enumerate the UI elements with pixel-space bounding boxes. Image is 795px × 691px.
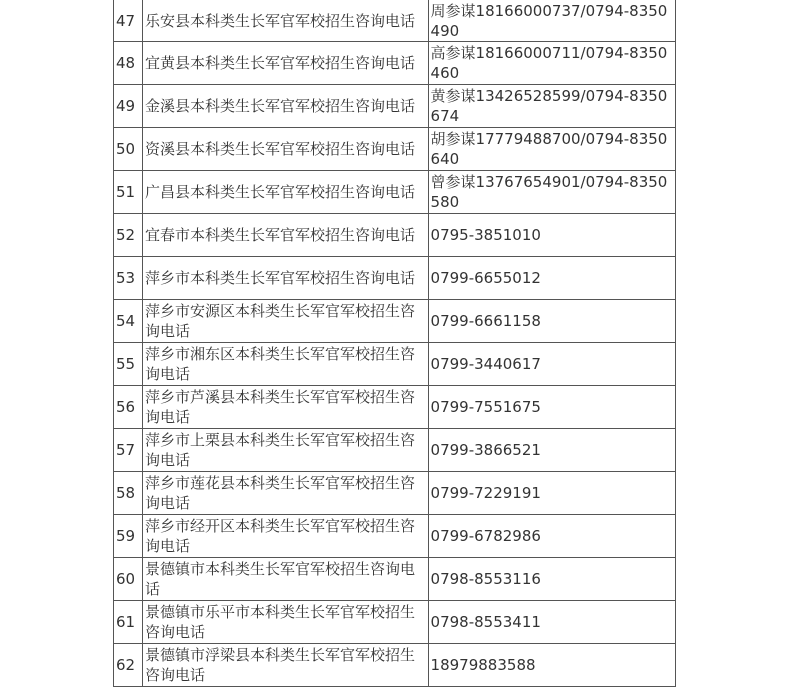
row-number: 47 — [114, 0, 143, 42]
office-name: 萍乡市芦溪县本科类生长军官军校招生咨询电话 — [143, 386, 429, 429]
table-row — [114, 601, 676, 644]
office-name: 萍乡市湘东区本科类生长军官军校招生咨询电话 — [143, 343, 429, 386]
row-number: 54 — [114, 300, 143, 343]
table-row — [114, 343, 676, 386]
row-number: 51 — [114, 171, 143, 214]
table-row — [114, 300, 676, 343]
row-number: 61 — [114, 601, 143, 644]
office-name: 景德镇市浮梁县本科类生长军官军校招生咨询电话 — [143, 644, 429, 687]
office-name: 资溪县本科类生长军官军校招生咨询电话 — [143, 128, 429, 171]
contact-phone: 高参谋18166000711/0794-8350460 — [428, 42, 675, 85]
row-number: 55 — [114, 343, 143, 386]
table-body — [114, 0, 676, 687]
table-row — [114, 171, 676, 214]
row-number: 53 — [114, 257, 143, 300]
contact-phone: 胡参谋17779488700/0794-8350640 — [428, 128, 675, 171]
office-name: 宜黄县本科类生长军官军校招生咨询电话 — [143, 42, 429, 85]
table-row — [114, 644, 676, 687]
row-number: 62 — [114, 644, 143, 687]
contact-phone: 曾参谋13767654901/0794-8350580 — [428, 171, 675, 214]
office-name: 萍乡市安源区本科类生长军官军校招生咨询电话 — [143, 300, 429, 343]
table-row — [114, 0, 676, 42]
office-name: 萍乡市经开区本科类生长军官军校招生咨询电话 — [143, 515, 429, 558]
row-number: 48 — [114, 42, 143, 85]
contact-phone: 0799-6661158 — [428, 300, 675, 343]
table-row — [114, 472, 676, 515]
contact-phone: 0798-8553411 — [428, 601, 675, 644]
table-row — [114, 42, 676, 85]
row-number: 56 — [114, 386, 143, 429]
office-name: 广昌县本科类生长军官军校招生咨询电话 — [143, 171, 429, 214]
office-name: 景德镇市乐平市本科类生长军官军校招生咨询电话 — [143, 601, 429, 644]
row-number: 60 — [114, 558, 143, 601]
contact-phone: 0799-3440617 — [428, 343, 675, 386]
contact-phone: 0799-7551675 — [428, 386, 675, 429]
contact-phone: 周参谋18166000737/0794-8350490 — [428, 0, 675, 42]
office-name: 萍乡市莲花县本科类生长军官军校招生咨询电话 — [143, 472, 429, 515]
contact-phone: 0795-3851010 — [428, 214, 675, 257]
table-row — [114, 558, 676, 601]
office-name: 乐安县本科类生长军官军校招生咨询电话 — [143, 0, 429, 42]
table-row — [114, 85, 676, 128]
row-number: 52 — [114, 214, 143, 257]
contact-phone: 0799-3866521 — [428, 429, 675, 472]
row-number: 50 — [114, 128, 143, 171]
office-name: 萍乡市本科类生长军官军校招生咨询电话 — [143, 257, 429, 300]
contact-phone: 黄参谋13426528599/0794-8350674 — [428, 85, 675, 128]
office-name: 宜春市本科类生长军官军校招生咨询电话 — [143, 214, 429, 257]
office-name: 金溪县本科类生长军官军校招生咨询电话 — [143, 85, 429, 128]
table-row — [114, 214, 676, 257]
row-number: 58 — [114, 472, 143, 515]
row-number: 49 — [114, 85, 143, 128]
office-name: 萍乡市上栗县本科类生长军官军校招生咨询电话 — [143, 429, 429, 472]
contact-phone: 18979883588 — [428, 644, 675, 687]
contact-phone: 0799-6782986 — [428, 515, 675, 558]
contact-phone: 0798-8553116 — [428, 558, 675, 601]
table-row — [114, 386, 676, 429]
contact-phone: 0799-6655012 — [428, 257, 675, 300]
contact-table-container — [113, 0, 676, 687]
table-row — [114, 128, 676, 171]
table-row — [114, 515, 676, 558]
office-name: 景德镇市本科类生长军官军校招生咨询电话 — [143, 558, 429, 601]
row-number: 57 — [114, 429, 143, 472]
table-row — [114, 257, 676, 300]
contact-phone: 0799-7229191 — [428, 472, 675, 515]
table-row — [114, 429, 676, 472]
row-number: 59 — [114, 515, 143, 558]
recruitment-contact-table — [113, 0, 676, 687]
